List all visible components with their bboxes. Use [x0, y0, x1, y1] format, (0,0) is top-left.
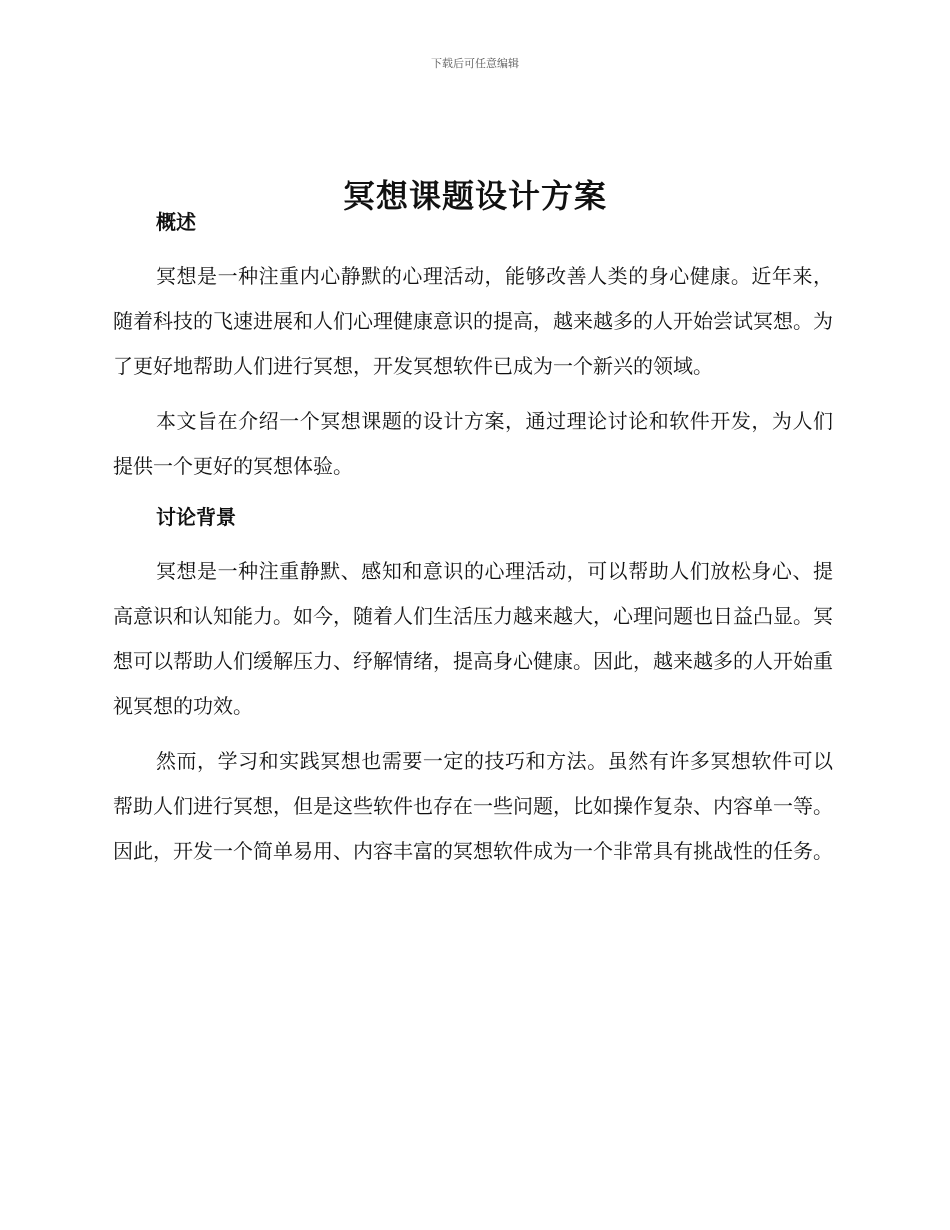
page-header-note: 下载后可任意编辑	[431, 57, 519, 70]
paragraph: 本文旨在介绍一个冥想课题的设计方案，通过理论讨论和软件开发，为人们提供一个更好的冥想体验。	[113, 409, 833, 478]
paragraph: 然而，学习和实践冥想也需要一定的技巧和方法。虽然有许多冥想软件可以帮助人们进行冥想，但是这些软件也存在一些问题，比如操作复杂、内容单一等。因此，开发一个简单易用、内容丰富的冥想软件成为一个非常具有挑战性的任务。	[113, 749, 833, 863]
section-heading: 概述	[156, 210, 196, 234]
document-title: 冥想课题设计方案	[342, 177, 607, 216]
section-background	[113, 499, 833, 874]
section-overview	[113, 204, 833, 489]
section-heading: 讨论背景	[156, 505, 236, 529]
paragraph: 冥想是一种注重静默、感知和意识的心理活动，可以帮助人们放松身心、提高意识和认知能力。如今，随着人们生活压力越来越大，心理问题也日益凸显。冥想可以帮助人们缓解压力、纾解情绪，提高身心健康。因此，越来越多的人开始重视冥想的功效。	[113, 559, 833, 718]
paragraph: 冥想是一种注重内心静默的心理活动，能够改善人类的身心健康。近年来，随着科技的飞速进展和人们心理健康意识的提高，越来越多的人开始尝试冥想。为了更好地帮助人们进行冥想，开发冥想软件已成为一个新兴的领域。	[113, 264, 833, 378]
document-body	[113, 204, 833, 874]
